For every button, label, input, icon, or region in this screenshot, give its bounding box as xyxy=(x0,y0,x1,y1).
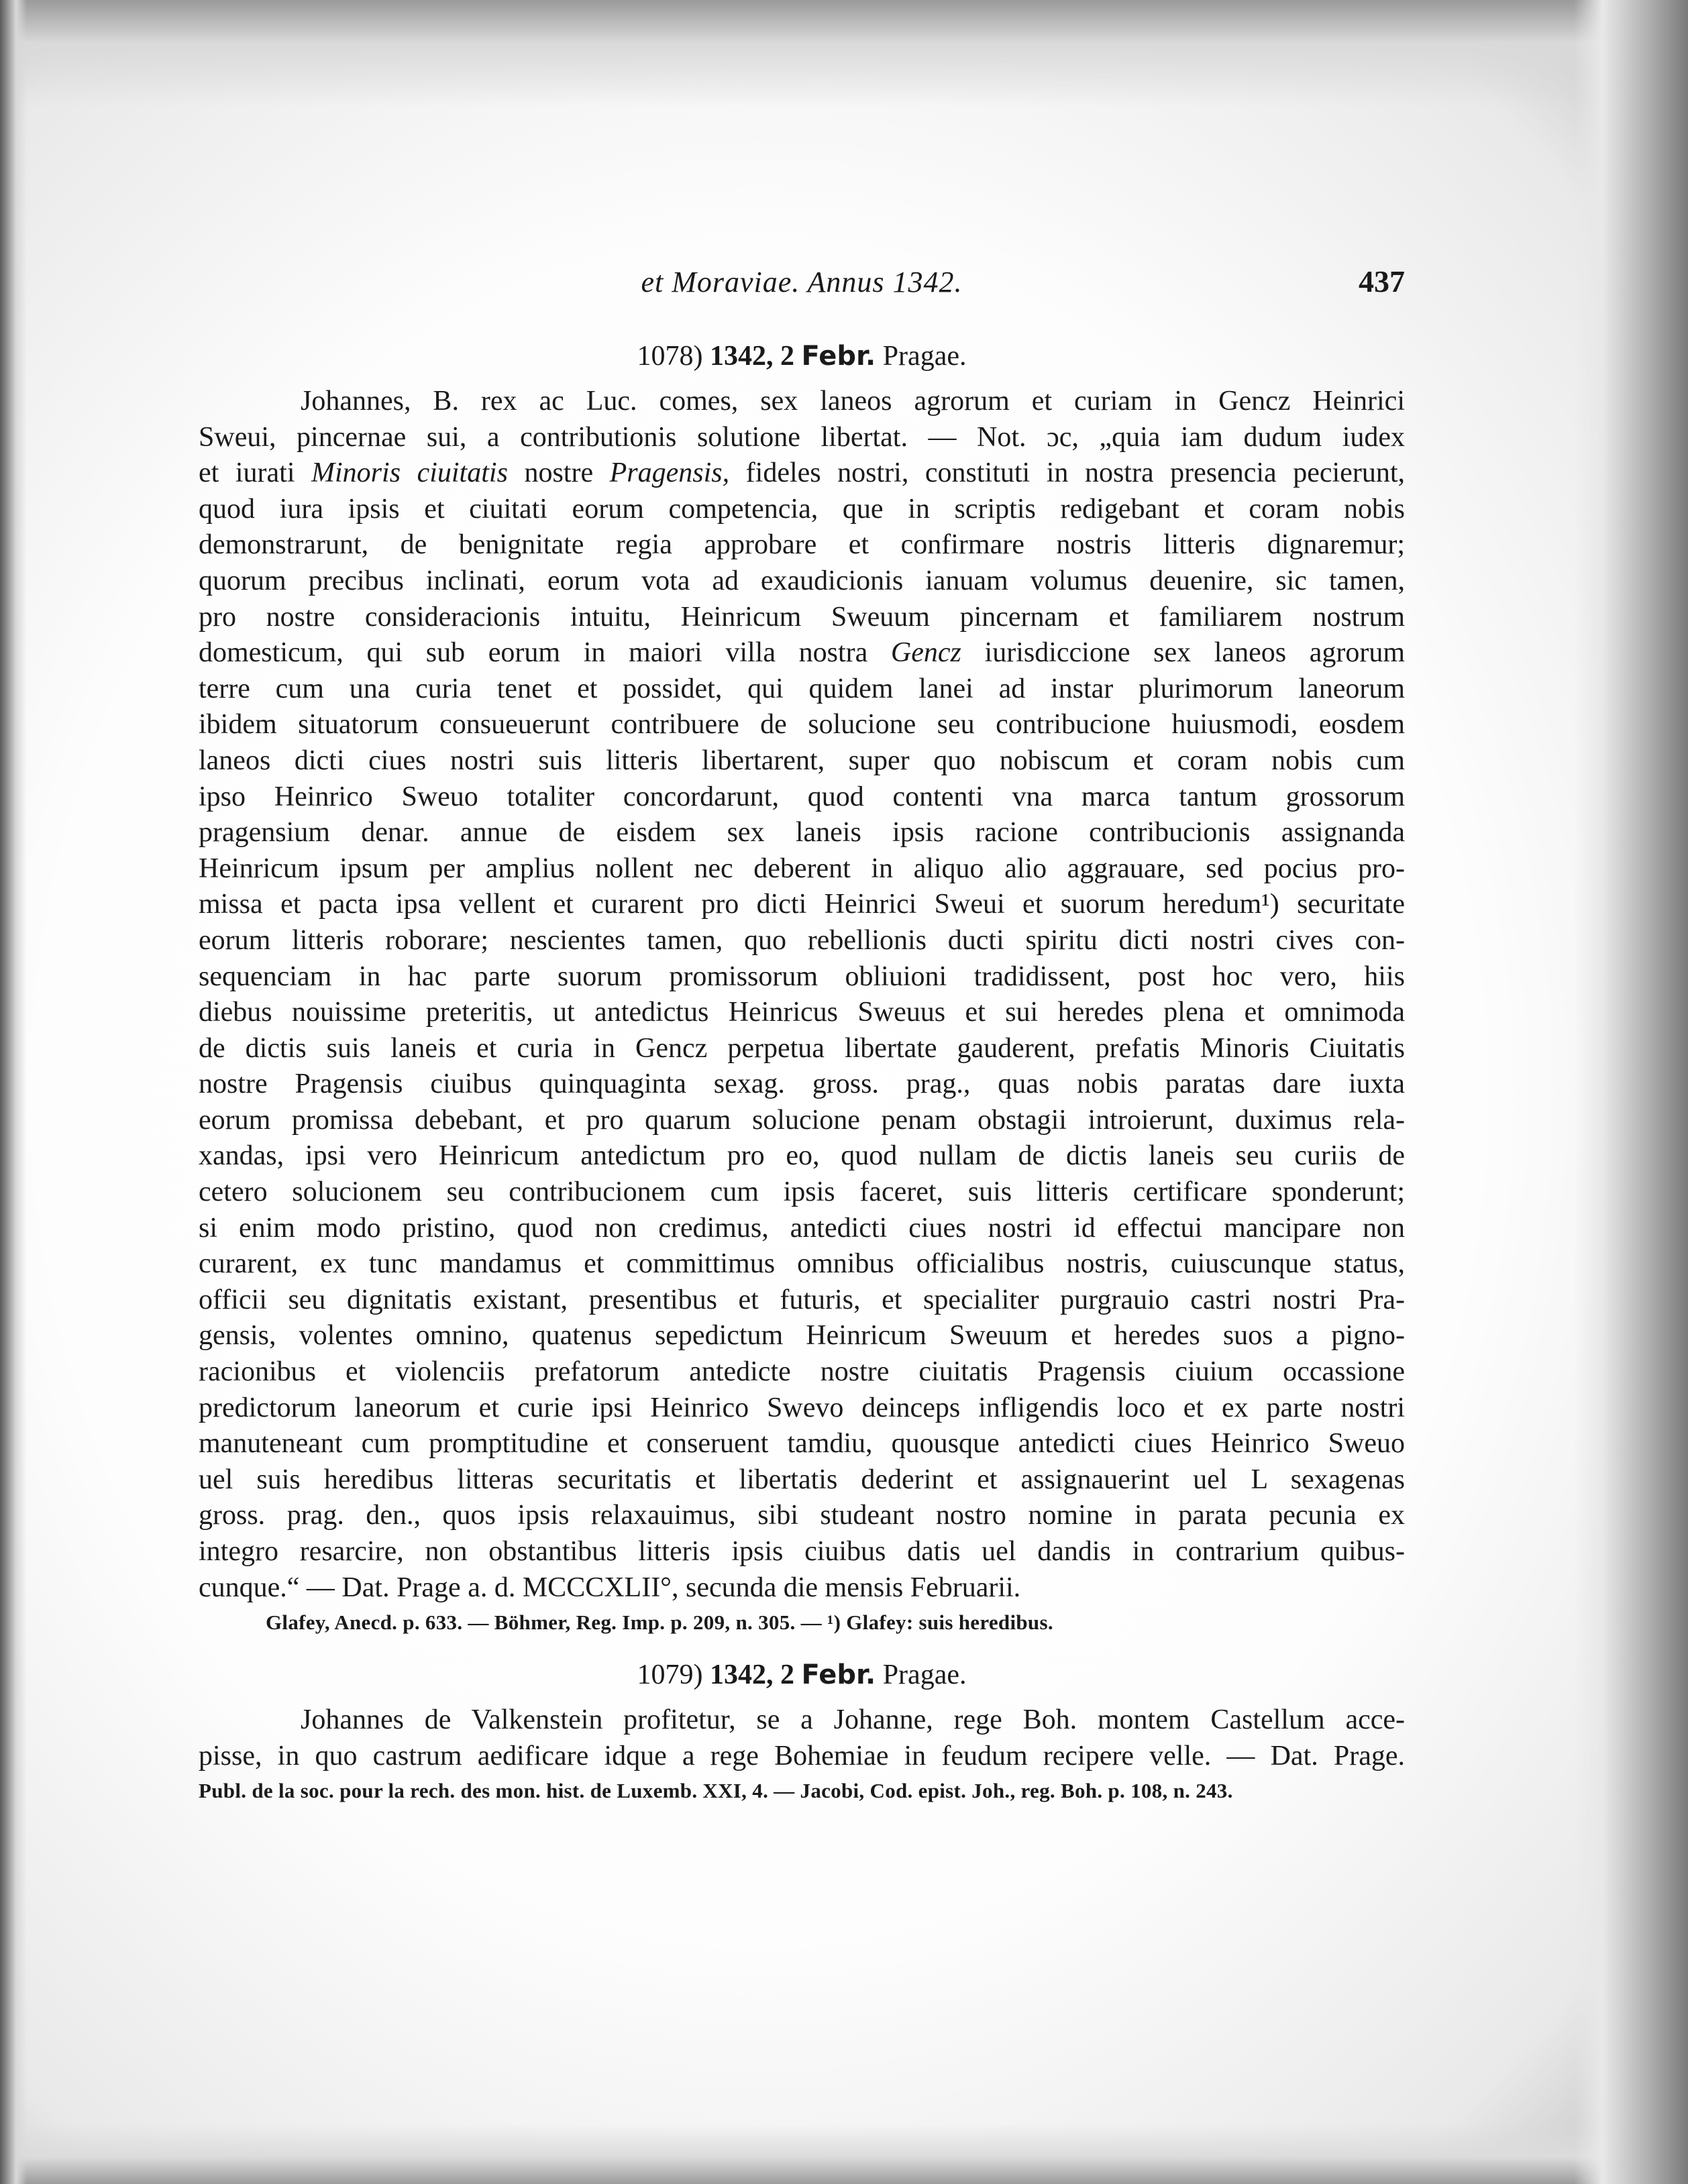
page-edge-shadow-top xyxy=(0,0,1688,107)
text-line: curarent, ex tunc mandamus et committimus omnibus officialibus nostris, cuiuscunque status, xyxy=(199,1248,1405,1280)
text-segment: nostre xyxy=(507,457,610,489)
section-gap xyxy=(199,1639,1405,1654)
text-line: Sweui, pincernae sui, a contributionis solutione libertat. — Not. ɔc, „quia iam dudum iudex xyxy=(199,421,1405,453)
text-line: missa et pacta ipsa vellent et curarent pro dicti Heinrici Sweui et suorum heredum¹) securitate xyxy=(199,889,1405,920)
page-body xyxy=(199,335,1405,1808)
text-segment: domesticum, qui sub eorum in maiori villa nostra xyxy=(199,637,891,669)
doc-month: Febr. xyxy=(801,341,876,372)
text-line: ibidem situatorum consueuerunt contribuere de solucione seu contribucione huiusmodi, eosdem xyxy=(199,709,1405,741)
text-segment: iurisdiccione sex laneos agrorum xyxy=(961,637,1405,669)
text-line: quod iura ipsis et ciuitati eorum competencia, que in scriptis redigebant et coram nobis xyxy=(199,493,1405,525)
page-edge-shadow-left xyxy=(0,0,27,2184)
text-segment: fideles nostri, constituti in nostra presencia pecierunt, xyxy=(729,457,1405,489)
doc-number: 1079) xyxy=(637,1659,703,1691)
running-head xyxy=(199,265,1405,305)
italic-place-name: Gencz xyxy=(890,637,961,669)
text-line: cunque.“ — Dat. Prage a. d. MCCCXLII°, secunda die mensis Februarii. xyxy=(199,1572,1021,1603)
doc-place: Pragae. xyxy=(882,341,967,372)
text-line: xandas, ipsi vero Heinricum antedictum pro eo, quod nullam de dictis laneis seu curiis de xyxy=(199,1140,1405,1172)
text-line: Heinricum ipsum per amplius nollent nec deberent in aliquo alio aggrauare, sed pocius pro- xyxy=(199,853,1405,884)
text-line: manuteneant cum promptitudine et conseruent tamdiu, quousque antedicti ciues Heinrico Sweuo xyxy=(199,1428,1405,1460)
source-note: Glafey, Anecd. p. 633. — Böhmer, Reg. Imp. p. 209, n. 305. — ¹) Glafey: suis heredibus. xyxy=(266,1610,1053,1635)
doc-place: Pragae. xyxy=(882,1659,967,1691)
doc-heading-1079 xyxy=(199,1654,1405,1696)
text-line: officii seu dignitatis existant, presentibus et futuris, et specialiter purgrauio castri nostri Pra- xyxy=(199,1284,1405,1315)
running-title: et Moraviae. Annus 1342. xyxy=(641,266,963,298)
text-line: pro nostre consideracionis intuitu, Heinricum Sweuum pincernam et familiarem nostrum xyxy=(199,601,1405,633)
text-line: predictorum laneorum et curie ipsi Heinrico Swevo deinceps infligendis loco et ex parte nostri xyxy=(199,1392,1405,1423)
text-line: nostre Pragensis ciuibus quinquaginta sexag. gross. prag., quas nobis paratas dare iuxta xyxy=(199,1069,1405,1100)
page-edge-shadow-bottom xyxy=(0,2124,1688,2184)
doc-date: 1342, 2 xyxy=(710,341,795,372)
text-segment: et iurati xyxy=(199,457,312,489)
text-line: diebus nouissime preteritis, ut antedictus Heinricus Sweuus et sui heredes plena et omnimoda xyxy=(199,997,1405,1028)
text-line: de dictis suis laneis et curia in Gencz perpetua libertate gauderent, prefatis Minoris Ciuitatis xyxy=(199,1032,1405,1064)
italic-place-name: Minoris ciuitatis xyxy=(311,457,508,489)
text-line: uel suis heredibus litteras securitatis et libertatis dederint et assignauerint uel L sexagenas xyxy=(199,1464,1405,1495)
text-line: demonstrarunt, de benignitate regia approbare et confirmare nostris litteris dignaremur; xyxy=(199,529,1405,561)
text-line: terre cum una curia tenet et possidet, qui quidem lanei ad instar plurimorum laneorum xyxy=(199,673,1405,704)
text-line: gensis, volentes omnino, quatenus sepedictum Heinricum Sweuum et heredes suos a pigno- xyxy=(199,1320,1405,1352)
text-line: ipso Heinrico Sweuo totaliter concordarunt, quod contenti vna marca tantum grossorum xyxy=(199,781,1405,812)
text-line: integro resarcire, non obstantibus litteris ipsis ciuibus datis uel dandis in contrarium quibus- xyxy=(199,1536,1405,1567)
text-line: eorum promissa debebant, et pro quarum solucione penam obstagii introierunt, duximus rela- xyxy=(199,1104,1405,1136)
text-line: pisse, in quo castrum aedificare idque a rege Bohemiae in feudum recipere velle. — Dat. Prage. xyxy=(199,1740,1405,1771)
text-line: Johannes de Valkenstein profitetur, se a Johanne, rege Boh. montem Castellum acce- xyxy=(301,1704,1405,1736)
text-line: racionibus et violenciis prefatorum antedicte nostre ciuitatis Pragensis ciuium occassione xyxy=(199,1356,1405,1388)
text-line: gross. prag. den., quos ipsis relaxauimus, sibi studeant nostro nomine in parata pecunia ex xyxy=(199,1500,1405,1531)
italic-place-name: Pragensis, xyxy=(609,457,730,489)
doc-date: 1342, 2 xyxy=(710,1659,795,1691)
text-line: pragensium denar. annue de eisdem sex laneis ipsis racione contribucionis assignanda xyxy=(199,817,1405,849)
text-line: si enim modo pristino, quod non credimus, antedicti ciues nostri id effectui mancipare non xyxy=(199,1212,1405,1244)
doc-number: 1078) xyxy=(637,341,703,372)
text-line: cetero solucionem seu contribucionem cum ipsis faceret, suis litteris certificare sponderunt; xyxy=(199,1177,1405,1208)
text-line: eorum litteris roborare; nescientes tamen, quo rebellionis ducti spiritu dicti nostri cives con- xyxy=(199,924,1405,956)
doc-heading-1078 xyxy=(199,335,1405,377)
text-line xyxy=(199,455,1405,492)
text-line: Johannes, B. rex ac Luc. comes, sex laneos agrorum et curiam in Gencz Heinrici xyxy=(301,386,1405,417)
text-line: quorum precibus inclinati, eorum vota ad exaudicionis ianuam volumus deuenire, sic tamen, xyxy=(199,565,1405,596)
source-note: Publ. de la soc. pour la rech. des mon. hist. de Luxemb. XXI, 4. — Jacobi, Cod. epist. Joh., reg. Boh. p. 108, n. 243. xyxy=(199,1779,1233,1803)
text-line: laneos dicti ciues nostri suis litteris libertarent, super quo nobiscum et coram nobis cum xyxy=(199,745,1405,776)
page-edge-shadow-right xyxy=(1574,0,1688,2184)
text-line: sequenciam in hac parte suorum promissorum obliuioni tradidissent, post hoc vero, hiis xyxy=(199,961,1405,992)
text-line xyxy=(199,635,1405,671)
page-number: 437 xyxy=(1359,264,1405,298)
doc-month: Febr. xyxy=(801,1659,876,1691)
